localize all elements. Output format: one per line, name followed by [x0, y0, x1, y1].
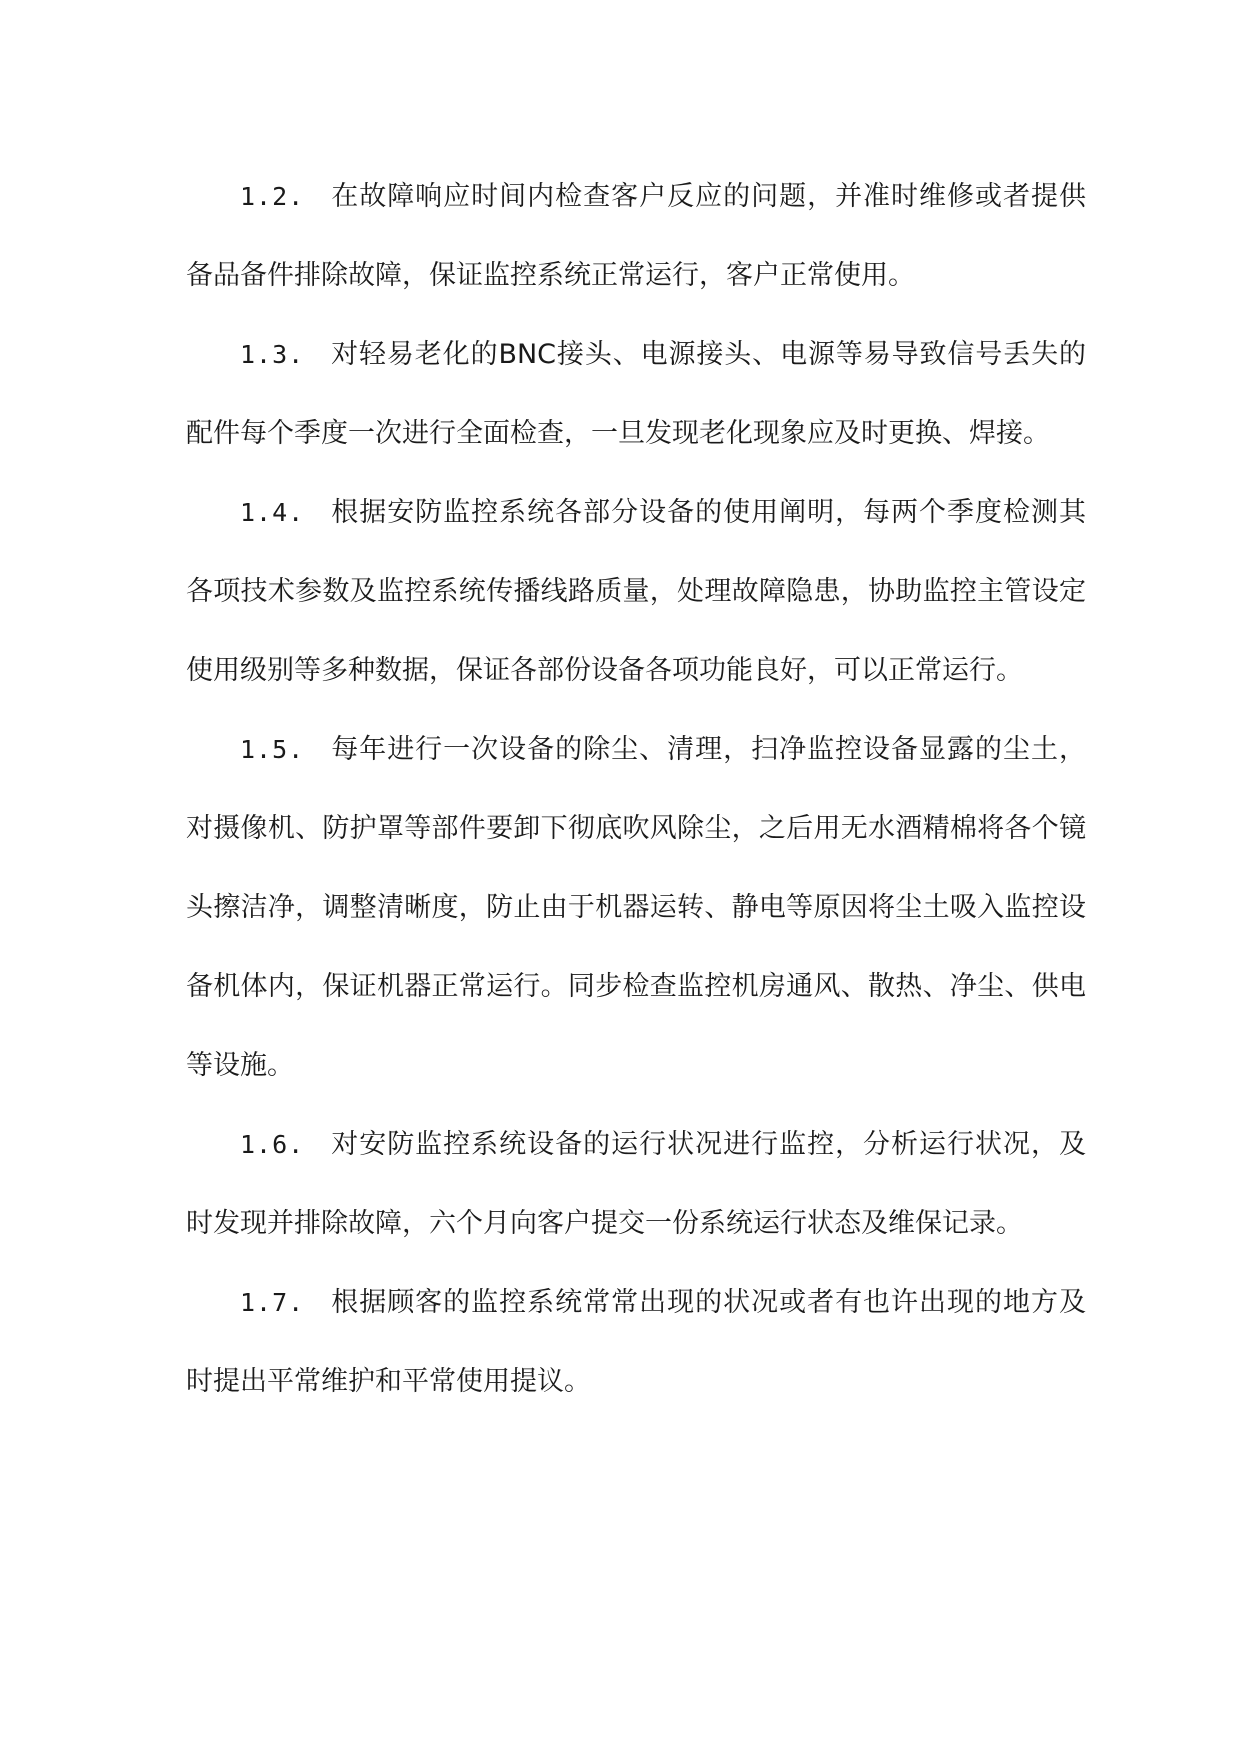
- item-number: 1.6.: [240, 1130, 305, 1159]
- item-number: 1.7.: [240, 1288, 305, 1317]
- list-item-1-5: [186, 710, 1086, 1105]
- item-text: 对安防监控系统设备的运行状况进行监控，分析运行状况，及时发现并排除故障，六个月向客户提交一份系统运行状态及维保记录。: [186, 1129, 1086, 1239]
- item-number: 1.4.: [240, 498, 305, 527]
- item-text: 根据安防监控系统各部分设备的使用阐明，每两个季度检测其各项技术参数及监控系统传播线路质量，处理故障隐患，协助监控主管设定使用级别等多种数据，保证各部份设备各项功能良好，可以正常运行。: [186, 497, 1086, 686]
- item-number: 1.5.: [240, 735, 305, 764]
- item-text: 根据顾客的监控系统常常出现的状况或者有也许出现的地方及时提出平常维护和平常使用提议。: [186, 1287, 1086, 1397]
- list-item-1-3: [186, 315, 1086, 473]
- item-number: 1.2.: [240, 182, 305, 211]
- list-item-1-2: [186, 157, 1086, 315]
- list-item-1-7: [186, 1263, 1086, 1421]
- item-text: 在故障响应时间内检查客户反应的问题，并准时维修或者提供备品备件排除故障，保证监控系统正常运行，客户正常使用。: [186, 181, 1086, 291]
- item-text: 对轻易老化的BNC接头、电源接头、电源等易导致信号丢失的配件每个季度一次进行全面检查，一旦发现老化现象应及时更换、焊接。: [186, 339, 1086, 449]
- item-text: 每年进行一次设备的除尘、清理，扫净监控设备显露的尘土，对摄像机、防护罩等部件要卸下彻底吹风除尘，之后用无水酒精棉将各个镜头擦洁净，调整清晰度，防止由于机器运转、静电等原因将尘土吸入监控设备机体内，保证机器正常运行。同步检查监控机房通风、散热、净尘、供电等设施。: [186, 734, 1086, 1081]
- list-item-1-6: [186, 1105, 1086, 1263]
- document-body: [186, 157, 1086, 1421]
- list-item-1-4: [186, 473, 1086, 710]
- item-number: 1.3.: [240, 340, 305, 369]
